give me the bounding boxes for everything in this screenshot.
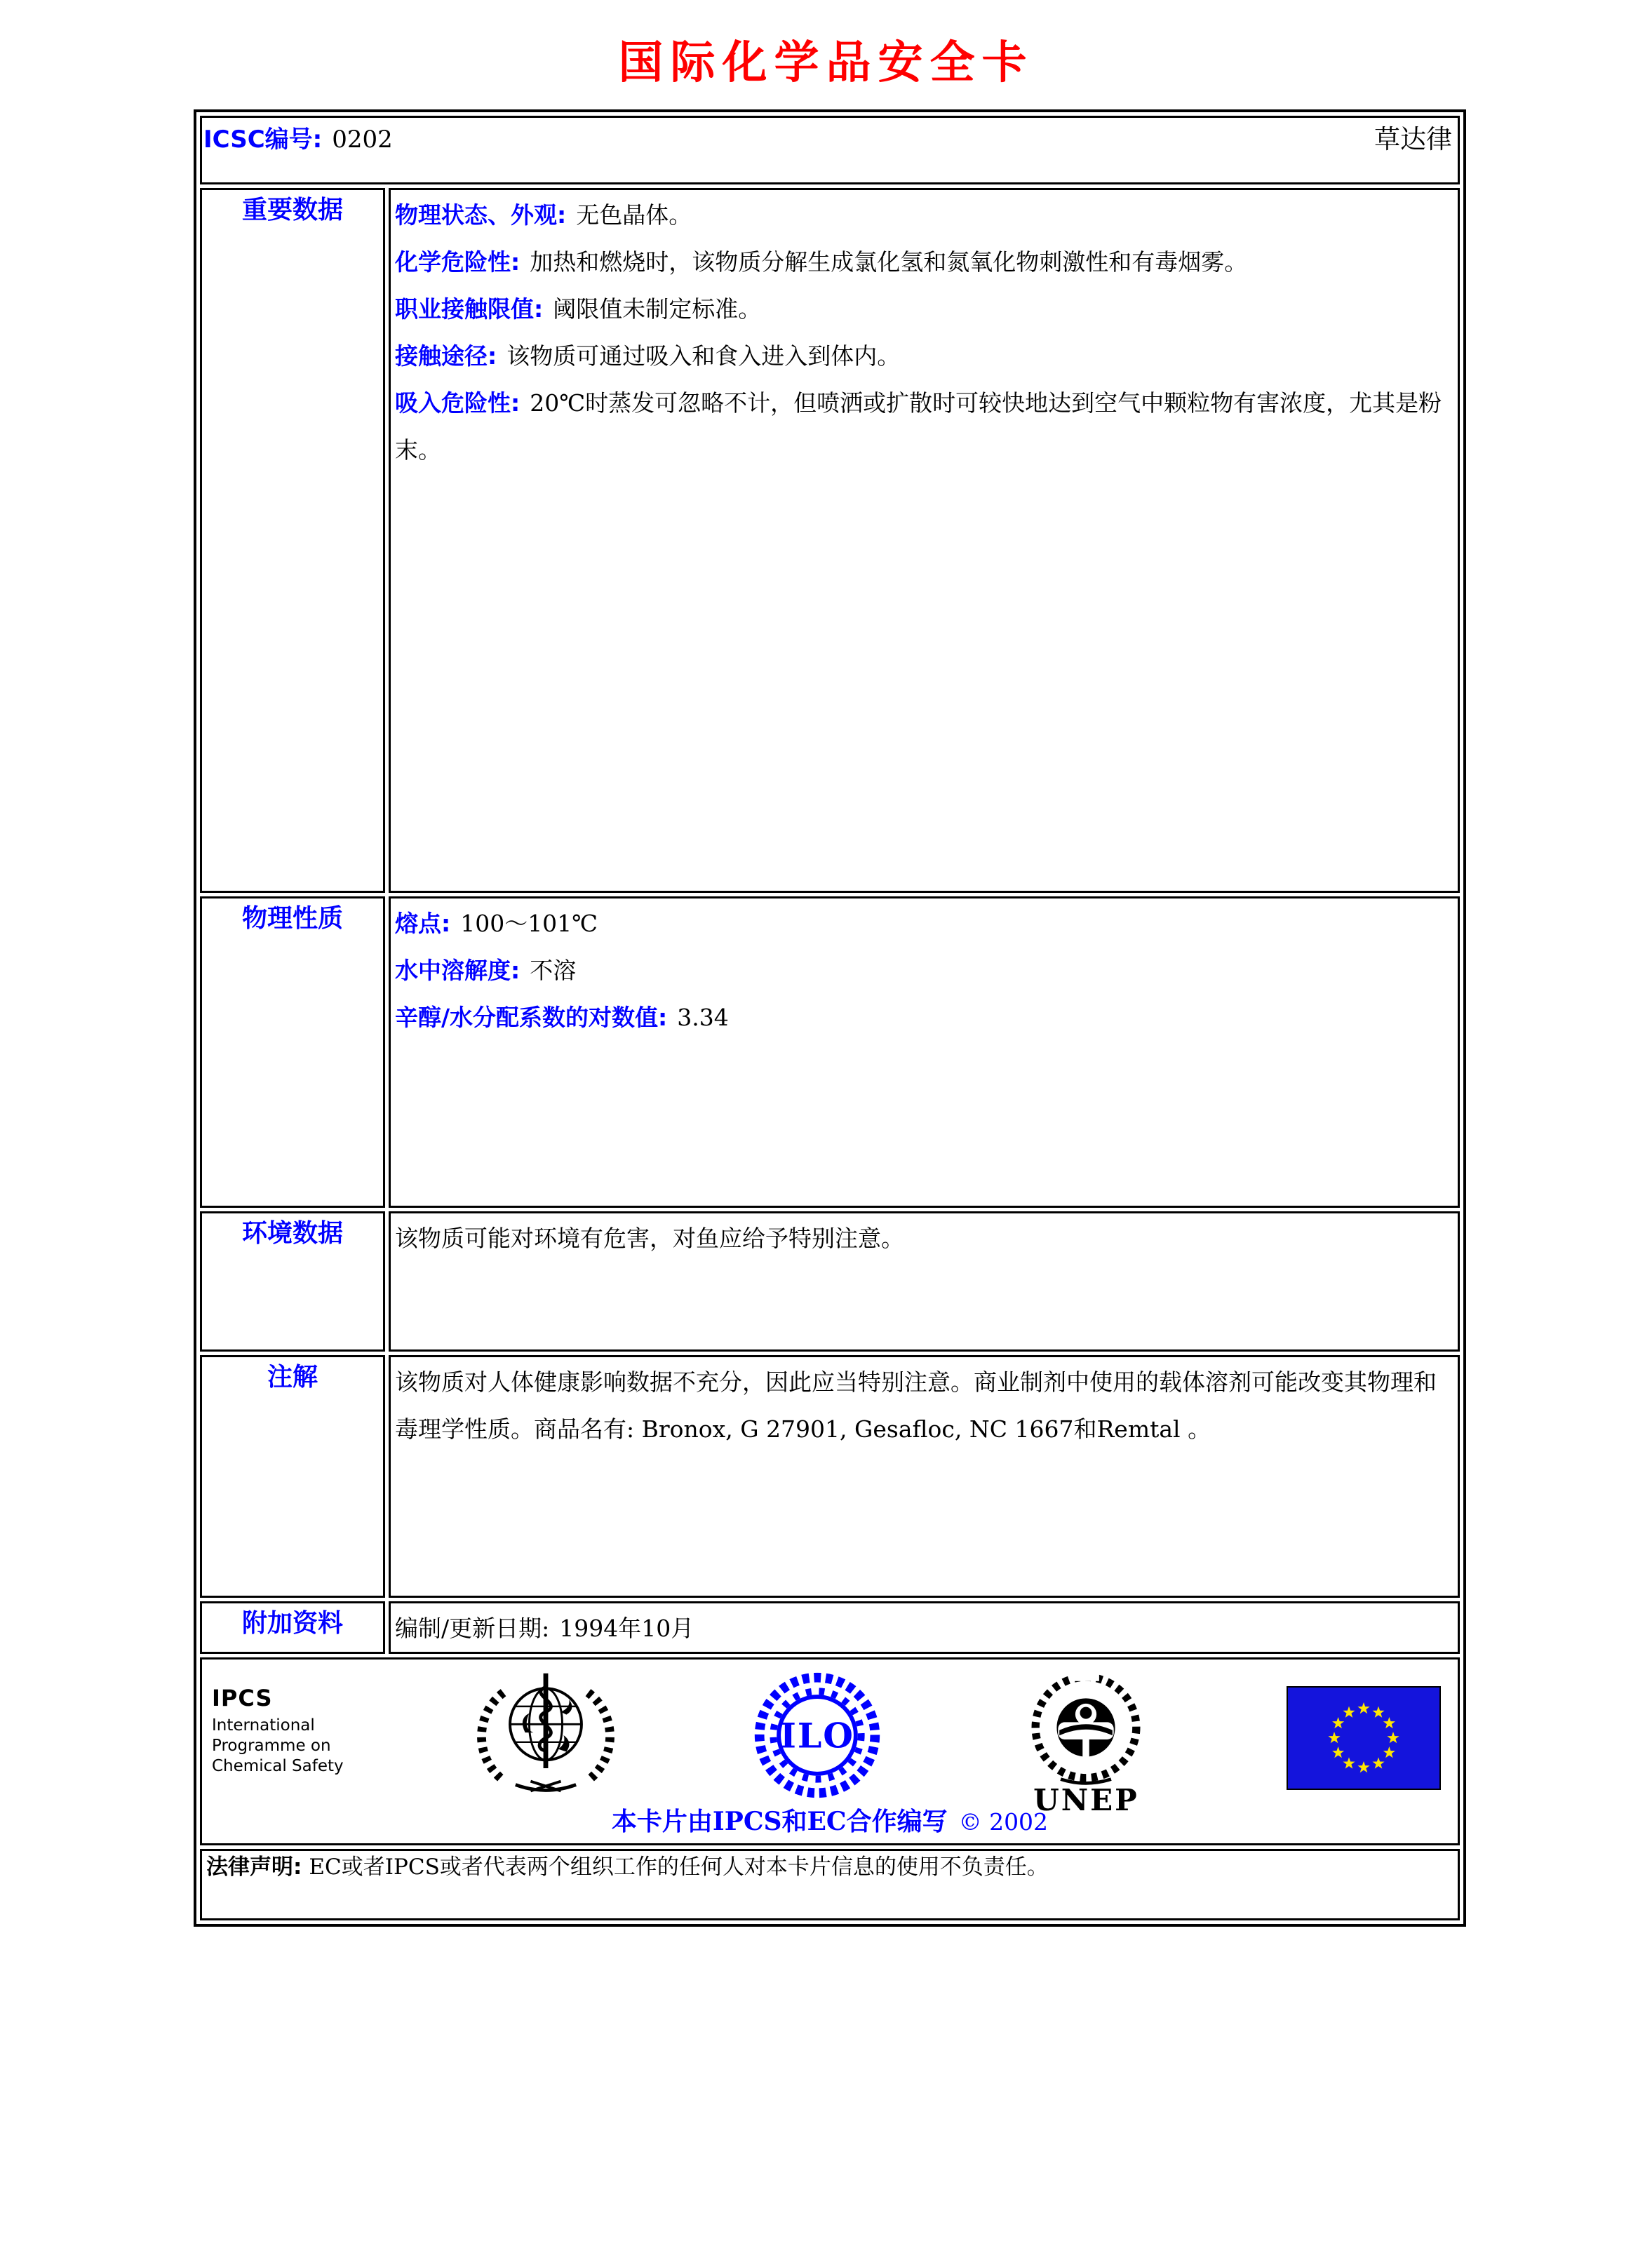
section-label-important-data: 重要数据 xyxy=(200,188,385,893)
update-date-key: 编制/更新日期: xyxy=(395,1615,550,1642)
field-inhalation-risk xyxy=(395,379,1451,473)
field-value: 20℃时蒸发可忽略不计，但喷洒或扩散时可较快地达到空气中颗粒物有害浓度，尤其是粉末。 xyxy=(395,389,1442,464)
field-key: 辛醇/水分配系数的对数值: xyxy=(395,1004,668,1031)
field-key: 熔点: xyxy=(395,910,451,937)
field-key: 吸入危险性: xyxy=(395,389,521,417)
section-content-additional-info xyxy=(389,1601,1460,1654)
legal-notice-text: EC或者IPCS或者代表两个组织工作的任何人对本卡片信息的使用不负责任。 xyxy=(309,1854,1049,1880)
section-content-environmental-data xyxy=(389,1211,1460,1352)
field-value: 该物质可通过吸入和食入进入到体内。 xyxy=(506,342,901,370)
field-exposure-limit xyxy=(395,285,1451,332)
section-label-physical-properties: 物理性质 xyxy=(200,896,385,1208)
section-label-additional-info: 附加资料 xyxy=(200,1601,385,1654)
legal-notice-row xyxy=(200,1849,1460,1920)
section-content-important-data xyxy=(389,188,1460,893)
field-key: 职业接触限值: xyxy=(395,295,544,323)
field-value: 阈限值未制定标准。 xyxy=(553,295,762,323)
update-date-value: 1994年10月 xyxy=(559,1615,694,1642)
section-label-environmental-data: 环境数据 xyxy=(200,1211,385,1352)
footer-caption xyxy=(202,1802,1458,1838)
field-water-solubility xyxy=(395,947,1451,994)
unep-wordmark: UNEP xyxy=(1033,1783,1139,1817)
field-physical-state xyxy=(395,191,1451,238)
footer-caption-text: 本卡片由IPCS和EC合作编写 xyxy=(611,1807,948,1836)
field-melting-point xyxy=(395,900,1451,947)
ilo-logo-icon xyxy=(748,1667,886,1807)
field-chemical-danger xyxy=(395,238,1451,285)
icsc-card-table xyxy=(194,109,1466,1927)
chemical-name: 草达律 xyxy=(1374,124,1452,154)
field-value: 不溶 xyxy=(530,957,577,984)
field-partition-coefficient xyxy=(395,994,1451,1041)
icsc-number-group xyxy=(203,120,393,154)
ipcs-subtitle-line: Chemical Safety xyxy=(212,1756,344,1775)
field-exposure-routes xyxy=(395,332,1451,379)
ipcs-text-block xyxy=(212,1685,344,1776)
field-value: 加热和燃烧时，该物质分解生成氯化氢和氮氧化物刺激性和有毒烟雾。 xyxy=(530,248,1248,276)
field-value: 3.34 xyxy=(677,1004,729,1031)
section-label-notes: 注解 xyxy=(200,1355,385,1598)
field-update-date xyxy=(395,1605,1451,1652)
notes-text: 该物质对人体健康影响数据不充分，因此应当特别注意。商业制剂中使用的载体溶剂可能改变其物理和毒理学性质。商品名有: Bronox, G 27901, Gesafloc, NC 1667和Remtal 。 xyxy=(395,1368,1437,1443)
field-key: 接触途径: xyxy=(395,342,497,370)
field-key: 物理状态、外观: xyxy=(395,201,567,229)
eu-flag-icon xyxy=(1287,1686,1441,1790)
ipcs-subtitle-line: International xyxy=(212,1716,315,1735)
page-title: 国际化学品安全卡 xyxy=(618,36,1034,89)
unep-logo-block xyxy=(1019,1667,1153,1817)
copyright-text: © 2002 xyxy=(958,1808,1049,1836)
section-content-notes xyxy=(389,1355,1460,1598)
footer-logo-row xyxy=(202,1660,1458,1843)
ipcs-title: IPCS xyxy=(212,1685,273,1711)
field-key: 水中溶解度: xyxy=(395,957,521,984)
who-logo-icon xyxy=(477,1667,615,1807)
icsc-number-value: 0202 xyxy=(332,125,393,154)
legal-notice-label: 法律声明: xyxy=(206,1854,302,1880)
section-content-physical-properties xyxy=(389,896,1460,1208)
field-value: 100～101℃ xyxy=(460,910,598,937)
ipcs-subtitle-line: Programme on xyxy=(212,1736,331,1755)
card-header-row xyxy=(202,118,1458,156)
field-key: 化学危险性: xyxy=(395,248,521,276)
icsc-number-label: ICSC编号: xyxy=(203,125,323,154)
field-value: 无色晶体。 xyxy=(576,201,692,229)
ilo-letters: ILO xyxy=(779,1715,854,1756)
unep-logo-icon xyxy=(1019,1667,1153,1790)
environment-text: 该物质可能对环境有危害，对鱼应给予特别注意。 xyxy=(395,1225,904,1252)
ipcs-subtitle xyxy=(212,1716,344,1776)
